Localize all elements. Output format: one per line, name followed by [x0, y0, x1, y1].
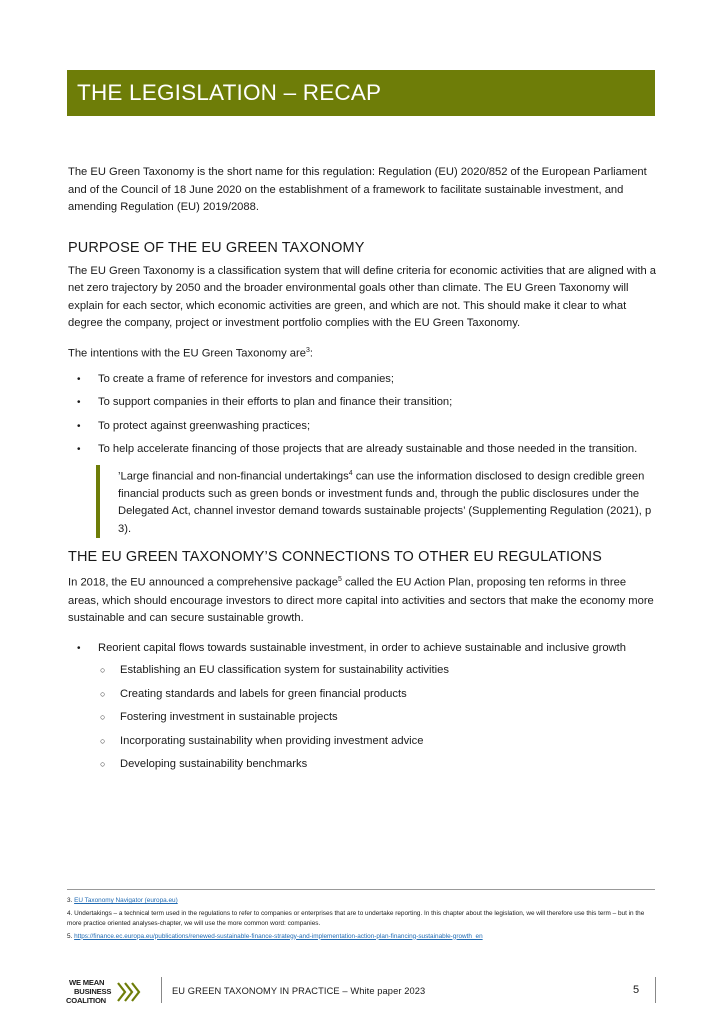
- connections-text-start: In 2018, the EU announced a comprehensive package: [68, 577, 338, 590]
- block-quote: [96, 465, 658, 539]
- connections-paragraph: [68, 571, 658, 627]
- purpose-paragraph: The EU Green Taxonomy is a classification system that will define criteria for economic activities that are aligned with a net zero trajectory by 2050 and the broader environmental goals other than climate. The EU Green Taxonomy will explain for each sector, which economic activities are green, and which are not. This should make it clear to what degree the company, project or investment portfolio complies with the EU Green Taxonomy.: [68, 264, 657, 329]
- list-item: • To create a frame of reference for investors and companies;: [68, 371, 658, 389]
- footnote-ref-5[interactable]: 5: [337, 576, 342, 584]
- footnote-3-link[interactable]: EU Taxonomy Navigator (europa.eu): [74, 897, 178, 904]
- connections-text-rest: called the EU Action Plan, proposing ten reforms in three areas, which should encourage investors to direct more capital into activities and sectors that make the economy more sustainable and can secure sustainable growth.: [68, 577, 654, 625]
- footnote-ref-4[interactable]: 4: [348, 469, 353, 477]
- intentions-text: The intentions with the EU Green Taxonomy are: [68, 347, 306, 360]
- intro-paragraph: The EU Green Taxonomy is the short name for this regulation: Regulation (EU) 2020/852 of the European Parliament and of the Council of 18 June 2020 on the establishment of a framework to facilitate sustainable investment, and amending Regulation (EU) 2019/2088.: [68, 166, 647, 213]
- logo-line-2: BUSINESS: [74, 987, 112, 996]
- logo-line-3: COALITION: [66, 996, 106, 1005]
- list-item: • To help accelerate financing of those projects that are already sustainable and those needed in the transition.: [68, 441, 658, 459]
- connections-heading: THE EU GREEN TAXONOMY’S CONNECTIONS TO OTHER EU REGULATIONS: [68, 549, 602, 566]
- intentions-list: [68, 371, 658, 459]
- purpose-heading: PURPOSE OF THE EU GREEN TAXONOMY: [68, 239, 365, 256]
- page-title: THE LEGISLATION – RECAP: [77, 80, 382, 105]
- logo-text: [66, 978, 111, 1005]
- intentions-colon: :: [309, 347, 313, 360]
- sub-list-item: ○ Creating standards and labels for green financial products: [98, 686, 658, 704]
- sub-list-item: ○ Developing sustainability benchmarks: [98, 756, 658, 774]
- footnote-divider: [67, 889, 655, 890]
- main-content: [68, 164, 658, 780]
- quote-text-start: ’Large financial and non-financial undertakings: [118, 470, 349, 483]
- page-number: 5: [633, 984, 640, 996]
- quote-text-rest: can use the information disclosed to design credible green financial products such as green bonds or investment funds and, through the public disclosures under the Delegated Act, channel investor demand towards sustainable projects’ (Supplementing Regulation (2021), p 3).: [118, 470, 652, 535]
- footnotes: [67, 896, 657, 944]
- footnote-3-number: 3.: [67, 897, 75, 904]
- footnote-5-link[interactable]: https://finance.ec.europa.eu/publications/renewed-sustainable-finance-strategy-and-implementation-action-plan-financing-sustainable-growth_en: [74, 932, 483, 940]
- connections-list: [68, 640, 658, 774]
- sub-list-item: ○ Fostering investment in sustainable projects: [98, 709, 658, 727]
- reorient-bullet-text: Reorient capital flows towards sustainable investment, in order to achieve sustainable and inclusive growth: [98, 641, 626, 654]
- section-banner: [67, 70, 655, 116]
- footnote-5-number: 5.: [67, 932, 75, 940]
- sub-list: [98, 662, 658, 774]
- sub-list-item: ○ Incorporating sustainability when providing investment advice: [98, 733, 658, 751]
- coalition-logo: [66, 977, 146, 1007]
- list-item: • To support companies in their efforts to plan and finance their transition;: [68, 394, 658, 412]
- list-item: [68, 640, 658, 774]
- footnote-4: 4. Undertakings – a technical term used in the regulations to refer to companies or enterprises that are to undertake reporting. In this chapter about the legislation, we will therefore use this term – but in the more practice oriented analyses-chapter, we will use the more common word: companies.: [67, 909, 645, 927]
- footnote-ref-3[interactable]: 3: [305, 346, 310, 354]
- chevron-arrows-icon: [116, 980, 144, 1004]
- intentions-paragraph: [68, 342, 658, 363]
- list-item: • To protect against greenwashing practices;: [68, 418, 658, 436]
- footnote-5: [67, 932, 657, 943]
- logo-line-1: WE MEAN: [69, 978, 105, 987]
- footnote-3: [67, 896, 657, 907]
- footer-title: EU GREEN TAXONOMY IN PRACTICE – White paper 2023: [172, 986, 426, 996]
- sub-list-item: ○ Establishing an EU classification system for sustainability activities: [98, 662, 658, 680]
- footer-divider-left: [161, 977, 162, 1003]
- footer-divider-right: [655, 977, 656, 1003]
